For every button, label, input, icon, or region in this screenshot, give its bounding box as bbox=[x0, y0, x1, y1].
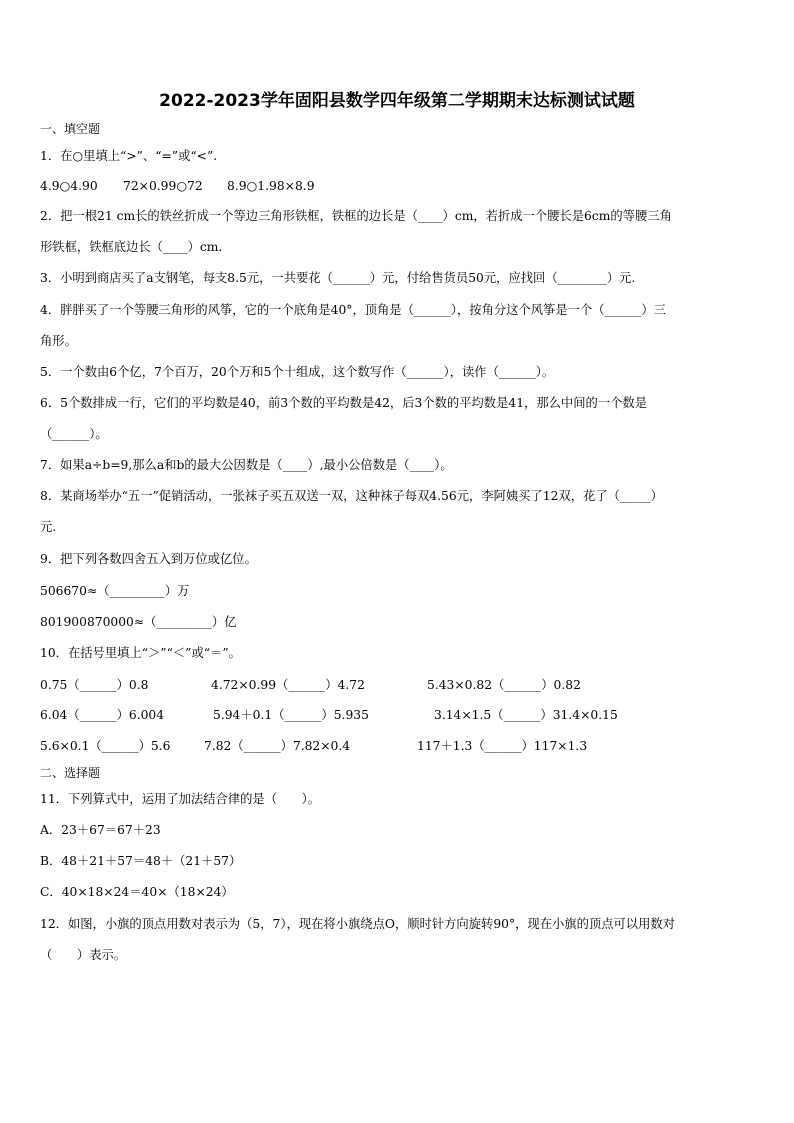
question-10-r2-c1: 6.04（______）6.004 bbox=[40, 708, 165, 722]
question-9-item-a: 506670≈（_________）万 bbox=[40, 584, 190, 598]
question-1-item-a: 4.9○4.90 bbox=[40, 179, 98, 193]
question-11-option-a: A．23＋67＝67＋23 bbox=[40, 823, 161, 837]
question-10-r3-c2: 7.82（______）7.82×0.4 bbox=[204, 739, 351, 753]
section-heading-choice: 二、选择题 bbox=[40, 766, 101, 780]
question-2-line-1: 2．把一根21 cm长的铁丝折成一个等边三角形铁框，铁框的边长是（____）cm，若折成一个腰长是6cm的等腰三角 bbox=[40, 209, 672, 223]
question-1-text: 1．在○里填上“>”、“=”或“<”. bbox=[40, 149, 218, 163]
question-10-r1-c1: 0.75（______）0.8 bbox=[40, 678, 149, 692]
question-8-line-1: 8．某商场举办“五一”促销活动，一张袜子买五双送一双，这种袜子每双4.56元，李阿姨买了12双，花了（_____） bbox=[40, 489, 663, 503]
question-4-line-2: 角形。 bbox=[40, 334, 77, 348]
question-12-line-2: （ ）表示。 bbox=[40, 948, 127, 962]
question-8-line-2: 元. bbox=[40, 520, 57, 534]
question-10-r3-c1: 5.6×0.1（______）5.6 bbox=[40, 739, 171, 753]
question-2-line-2: 形铁框，铁框底边长（____）cm. bbox=[40, 240, 223, 254]
question-10-r2-c2: 5.94＋0.1（______）5.935 bbox=[213, 708, 369, 722]
question-10-text: 10．在括号里填上“＞”“＜”或“＝”。 bbox=[40, 646, 241, 660]
question-5-line-1: 5．一个数由6个亿，7个百万，20个万和5个十组成，这个数写作（______），读作（______）。 bbox=[40, 365, 555, 379]
question-10-r1-c2: 4.72×0.99（______）4.72 bbox=[211, 678, 365, 692]
question-11-option-c: C．40×18×24＝40×（18×24） bbox=[40, 885, 234, 899]
question-12-line-1: 12．如图，小旗的顶点用数对表示为（5，7），现在将小旗绕点O，顺时针方向旋转90°，现在小旗的顶点可以用数对 bbox=[40, 917, 675, 931]
question-10-r3-c3: 117＋1.3（______）117×1.3 bbox=[417, 739, 588, 753]
question-4-line-1: 4．胖胖买了一个等腰三角形的风筝，它的一个底角是40°，顶角是（______），按角分这个风筝是一个（______）三 bbox=[40, 303, 667, 317]
question-3-line-1: 3．小明到商店买了a支钢笔，每支8.5元，一共要花（______）元，付给售货员50元，应找回（________）元. bbox=[40, 271, 636, 285]
question-10-r1-c3: 5.43×0.82（______）0.82 bbox=[427, 678, 581, 692]
question-7-line-1: 7．如果a÷b=9,那么a和b的最大公因数是（____）,最小公倍数是（____）。 bbox=[40, 458, 453, 472]
question-1-item-b: 72×0.99○72 bbox=[123, 179, 203, 193]
question-10-r2-c3: 3.14×1.5（______）31.4×0.15 bbox=[434, 708, 618, 722]
question-6-line-2: （______）。 bbox=[40, 427, 108, 441]
question-1-item-c: 8.9○1.98×8.9 bbox=[227, 179, 315, 193]
question-9-item-b: 801900870000≈（_________）亿 bbox=[40, 615, 237, 629]
section-heading-fill: 一、填空题 bbox=[40, 122, 101, 136]
question-11-option-b: B．48＋21＋57＝48＋（21＋57） bbox=[40, 854, 242, 868]
question-6-line-1: 6．5个数排成一行，它们的平均数是40，前3个数的平均数是42，后3个数的平均数是41，那么中间的一个数是 bbox=[40, 396, 648, 410]
question-9-text: 9．把下列各数四舍五入到万位或亿位。 bbox=[40, 552, 257, 566]
question-11-text: 11．下列算式中，运用了加法结合律的是（ ）。 bbox=[40, 792, 321, 806]
page-title: 2022-2023学年固阳县数学四年级第二学期期末达标测试试题 bbox=[159, 91, 635, 111]
